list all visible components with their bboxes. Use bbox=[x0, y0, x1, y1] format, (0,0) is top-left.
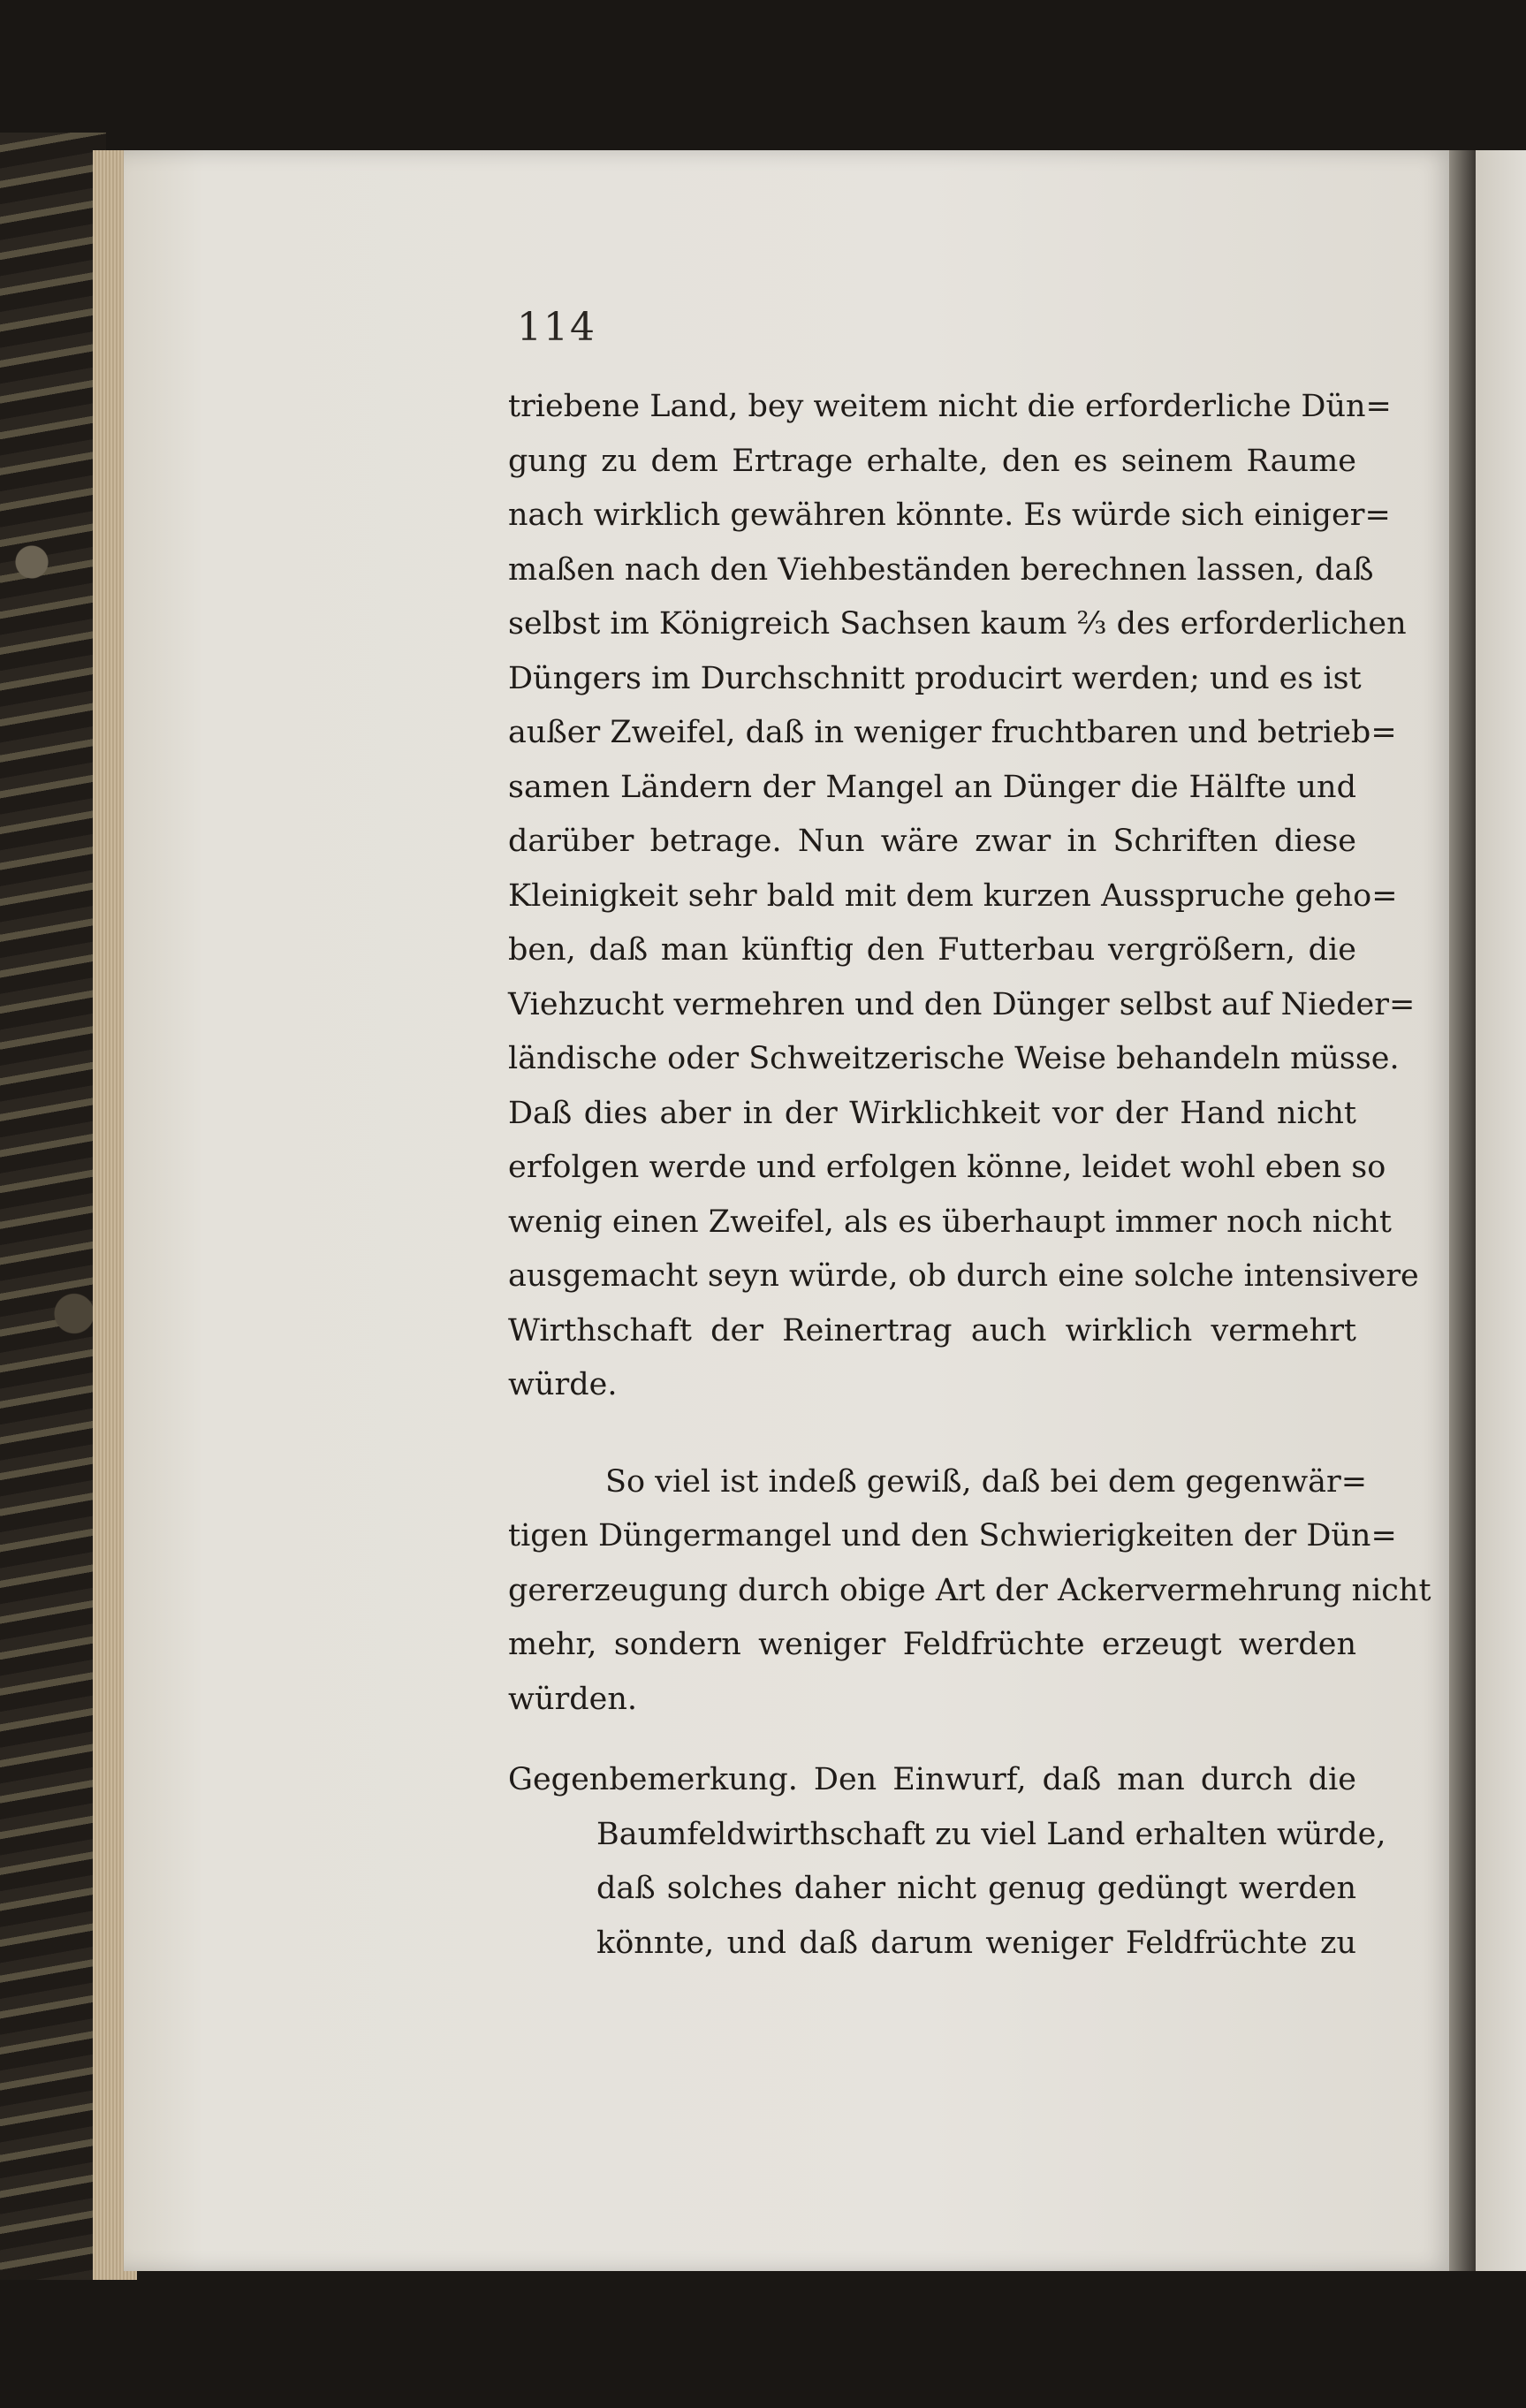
text-line: würden. bbox=[508, 1681, 638, 1717]
text-line: maßen nach den Viehbeständen berechnen lassen, daß bbox=[508, 551, 1374, 588]
text-line: ausgemacht seyn würde, ob durch eine solche intensivere bbox=[508, 1258, 1419, 1294]
text-line: Kleinigkeit sehr bald mit dem kurzen Ausspruche geho= bbox=[508, 877, 1398, 914]
text-line: nach wirklich gewähren könnte. Es würde sich einiger= bbox=[508, 498, 1391, 533]
paragraph-gap bbox=[508, 1413, 1356, 1455]
paragraph-1 bbox=[508, 380, 1419, 1413]
paragraph-2 bbox=[508, 1455, 1431, 1728]
text-line: könnte, und daß darum weniger Feldfrüchte zu bbox=[596, 1925, 1356, 1961]
text-line: würde. bbox=[508, 1367, 618, 1402]
text-line: gererzeugung durch obige Art der Ackervermehrung nicht bbox=[508, 1572, 1431, 1608]
text-line: Viehzucht vermehren und den Dünger selbst auf Nieder= bbox=[508, 986, 1416, 1022]
text-line: wenig einen Zweifel, als es überhaupt immer noch nicht bbox=[508, 1204, 1392, 1240]
text-line: samen Ländern der Mangel an Dünger die Hälfte und bbox=[508, 769, 1356, 805]
text-line: mehr, sondern weniger Feldfrüchte erzeugt werden bbox=[508, 1627, 1356, 1662]
text-line: daß solches daher nicht genug gedüngt werden bbox=[596, 1871, 1356, 1906]
text-line: ländische oder Schweitzerische Weise behandeln müsse. bbox=[508, 1041, 1400, 1076]
text-line: tigen Düngermangel und den Schwierigkeiten der Dün= bbox=[508, 1518, 1397, 1553]
text-line: ben, daß man künftig den Futterbau vergrößern, die bbox=[508, 932, 1356, 968]
text-line: Düngers im Durchschnitt producirt werden; und es ist bbox=[508, 660, 1362, 696]
body-text bbox=[508, 380, 1431, 1971]
marbled-cover bbox=[0, 133, 106, 2280]
text-line: So viel ist indeß gewiß, daß bei dem gegenwär= bbox=[605, 1463, 1368, 1500]
book-gutter bbox=[1449, 150, 1476, 2271]
text-line: Wirthschaft der Reinertrag auch wirklich vermehrt bbox=[508, 1312, 1356, 1348]
next-page-edge bbox=[1476, 150, 1526, 2271]
text-line: Baumfeldwirthschaft zu viel Land erhalten würde, bbox=[596, 1816, 1386, 1852]
paragraph-3 bbox=[508, 1753, 1386, 1971]
text-line: triebene Land, bey weitem nicht die erforderliche Dün= bbox=[508, 389, 1392, 424]
paragraph-gap bbox=[508, 1727, 1356, 1753]
text-line: Gegenbemerkung. Den Einwurf, daß man durch die bbox=[508, 1762, 1356, 1797]
text-line: darüber betrage. Nun wäre zwar in Schriften diese bbox=[508, 824, 1356, 859]
text-line: gung zu dem Ertrage erhalte, den es seinem Raume bbox=[508, 443, 1356, 479]
text-line: selbst im Königreich Sachsen kaum ⅔ des erforderlichen bbox=[508, 606, 1407, 642]
text-line: Daß dies aber in der Wirklichkeit vor der Hand nicht bbox=[508, 1095, 1356, 1131]
text-line: außer Zweifel, daß in weniger fruchtbaren und betrieb= bbox=[508, 715, 1397, 750]
text-line: erfolgen werde und erfolgen könne, leidet wohl eben so bbox=[508, 1150, 1386, 1185]
page-number: 114 bbox=[517, 305, 596, 350]
